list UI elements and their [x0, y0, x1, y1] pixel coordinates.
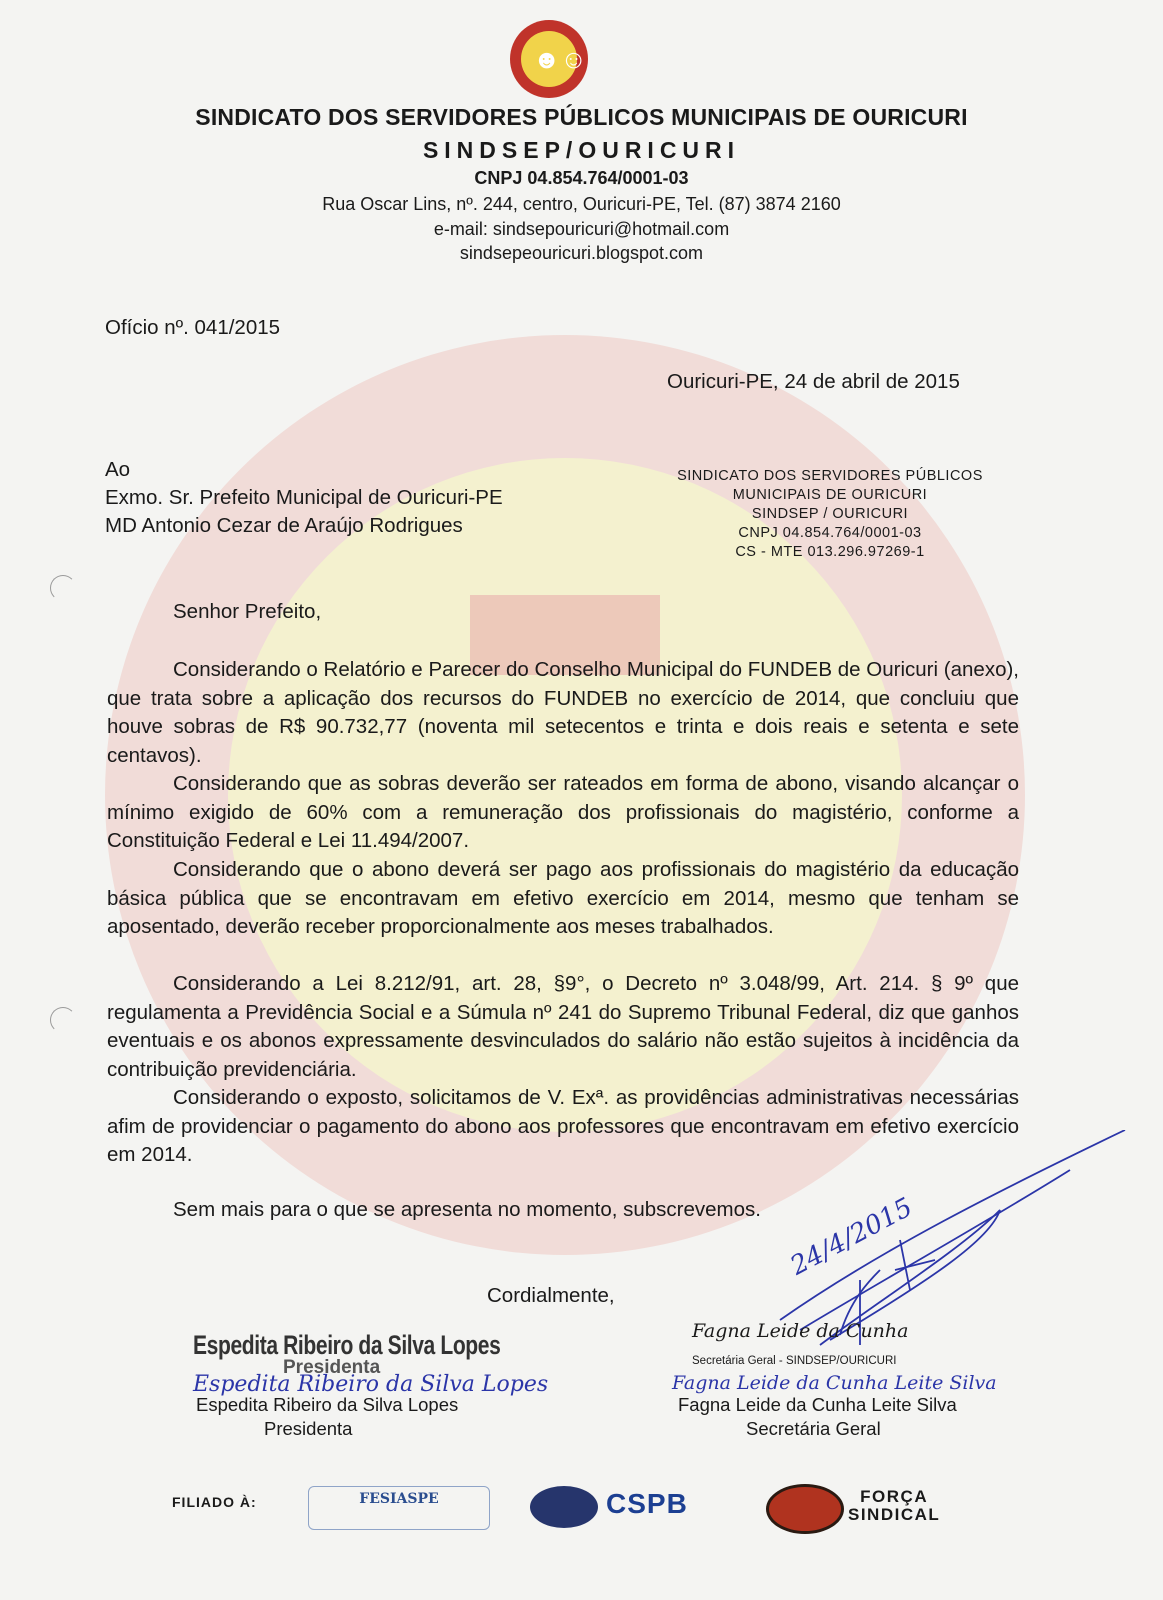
cspb-logo-text: CSPB: [606, 1488, 688, 1519]
fesiaspe-text: FESIASPE: [359, 1491, 439, 1507]
paragraph-4: Considerando a Lei 8.212/91, art. 28, §9°, o Decreto nº 3.048/99, Art. 214. § 9º que regulamenta a Previdência Social e a Súmula nº 241 do Supremo Tribunal Federal, diz que ganhos eventuais e os abonos expressamente desvinculados do salário não estão sujeitos à incidência da contribuição previdenciária.: [107, 972, 1019, 1081]
recipient-name: MD Antonio Cezar de Araújo Rodrigues: [105, 514, 463, 537]
fesiaspe-logo: [308, 1486, 490, 1530]
stamp-line-4: CNPJ 04.854.764/0001-03: [738, 525, 922, 541]
people-icon: ☻☺: [533, 44, 587, 74]
punch-hole-bottom: [50, 1007, 76, 1033]
secretary-ink-signature: Fagna Leide da Cunha Leite Silva: [672, 1372, 997, 1394]
union-stamp: [640, 467, 1020, 562]
closing-line: Sem mais para o que se apresenta no momento, subscrevemos.: [173, 1198, 761, 1221]
president-title: Presidenta: [264, 1418, 353, 1439]
paragraph-2: Considerando que as sobras deverão ser rateados em forma de abono, visando alcançar o mínimo exigido de 60% com a remuneração dos profissionais do magistério, conforme a Constituição Federal e Lei 11.494/2007.: [107, 772, 1019, 853]
forca-line-1: FORÇA: [860, 1487, 929, 1506]
org-name: SINDICATO DOS SERVIDORES PÚBLICOS MUNICIPAIS DE OURICURI: [195, 104, 968, 130]
forca-sindical-emblem: [766, 1484, 844, 1534]
paragraph-3: Considerando que o abono deverá ser pago aos profissionais do magistério da educação básica pública que se encontravam em efetivo exercício em 2014, mesmo que tenham se aposentado, deverão receber proporcionalmente aos meses trabalhados.: [107, 858, 1019, 939]
president-name: Espedita Ribeiro da Silva Lopes: [196, 1394, 459, 1415]
place-date: Ouricuri-PE, 24 de abril de 2015: [667, 370, 960, 393]
secretary-stamp-name: Fagna Leide da Cunha: [692, 1320, 909, 1342]
president-signature: Espedita Ribeiro da Silva Lopes: [193, 1372, 549, 1397]
org-acronym: SINDSEP/OURICURI: [422, 137, 741, 163]
punch-hole-top: [50, 575, 76, 601]
paragraph-1: Considerando o Relatório e Parecer do Conselho Municipal do FUNDEB de Ouricuri (anexo), que trata sobre a aplicação dos recursos do FUNDEB no exercício de 2014, que concluiu que houve sobras de R$ 90.732,77 (noventa mil setecentos e trinta e dois reais e setenta e sete centavos).: [107, 658, 1019, 767]
recipient-title: Exmo. Sr. Prefeito Municipal de Ouricuri-PE: [105, 486, 503, 509]
salutation: Senhor Prefeito,: [173, 600, 322, 623]
stamp-line-3: SINDSEP / OURICURI: [751, 506, 909, 522]
affiliated-label: FILIADO À:: [172, 1494, 257, 1510]
stamp-line-5: CS - MTE 013.296.97269-1: [735, 544, 925, 560]
org-blog: sindsepeouricuri.blogspot.com: [459, 243, 704, 263]
recipient-to: Ao: [105, 458, 131, 481]
letter-number: Ofício nº. 041/2015: [105, 316, 281, 339]
forca-line-2: SINDICAL: [848, 1505, 941, 1524]
org-cnpj: CNPJ 04.854.764/0001-03: [474, 168, 689, 188]
handwritten-date: 24/4/2015: [785, 1192, 918, 1282]
org-email: e-mail: sindsepouricuri@hotmail.com: [433, 219, 730, 239]
paragraph-5: Considerando o exposto, solicitamos de V. Exª. as providências administrativas necessárias afim de providenciar o pagamento do abono aos professores que encontravam em efetivo exercício em 2014.: [107, 1086, 1019, 1167]
secretary-title: Secretária Geral: [746, 1418, 881, 1439]
secretary-stamp-title: Secretária Geral - SINDSEP/OURICURI: [692, 1355, 897, 1367]
cspb-emblem: [530, 1486, 598, 1528]
president-stamp-name: Espedita Ribeiro da Silva Lopes: [193, 1330, 501, 1360]
secretary-name: Fagna Leide da Cunha Leite Silva: [678, 1394, 957, 1415]
forca-sindical-text: [848, 1488, 940, 1524]
org-address: Rua Oscar Lins, nº. 244, centro, Ouricuri-PE, Tel. (87) 3874 2160: [322, 194, 841, 214]
farewell: Cordialmente,: [487, 1284, 615, 1307]
stamp-line-2: MUNICIPAIS DE OURICURI: [732, 487, 928, 503]
stamp-line-1: SINDICATO DOS SERVIDORES PÚBLICOS: [677, 468, 983, 484]
president-stamp-title: Presidenta: [283, 1357, 381, 1378]
